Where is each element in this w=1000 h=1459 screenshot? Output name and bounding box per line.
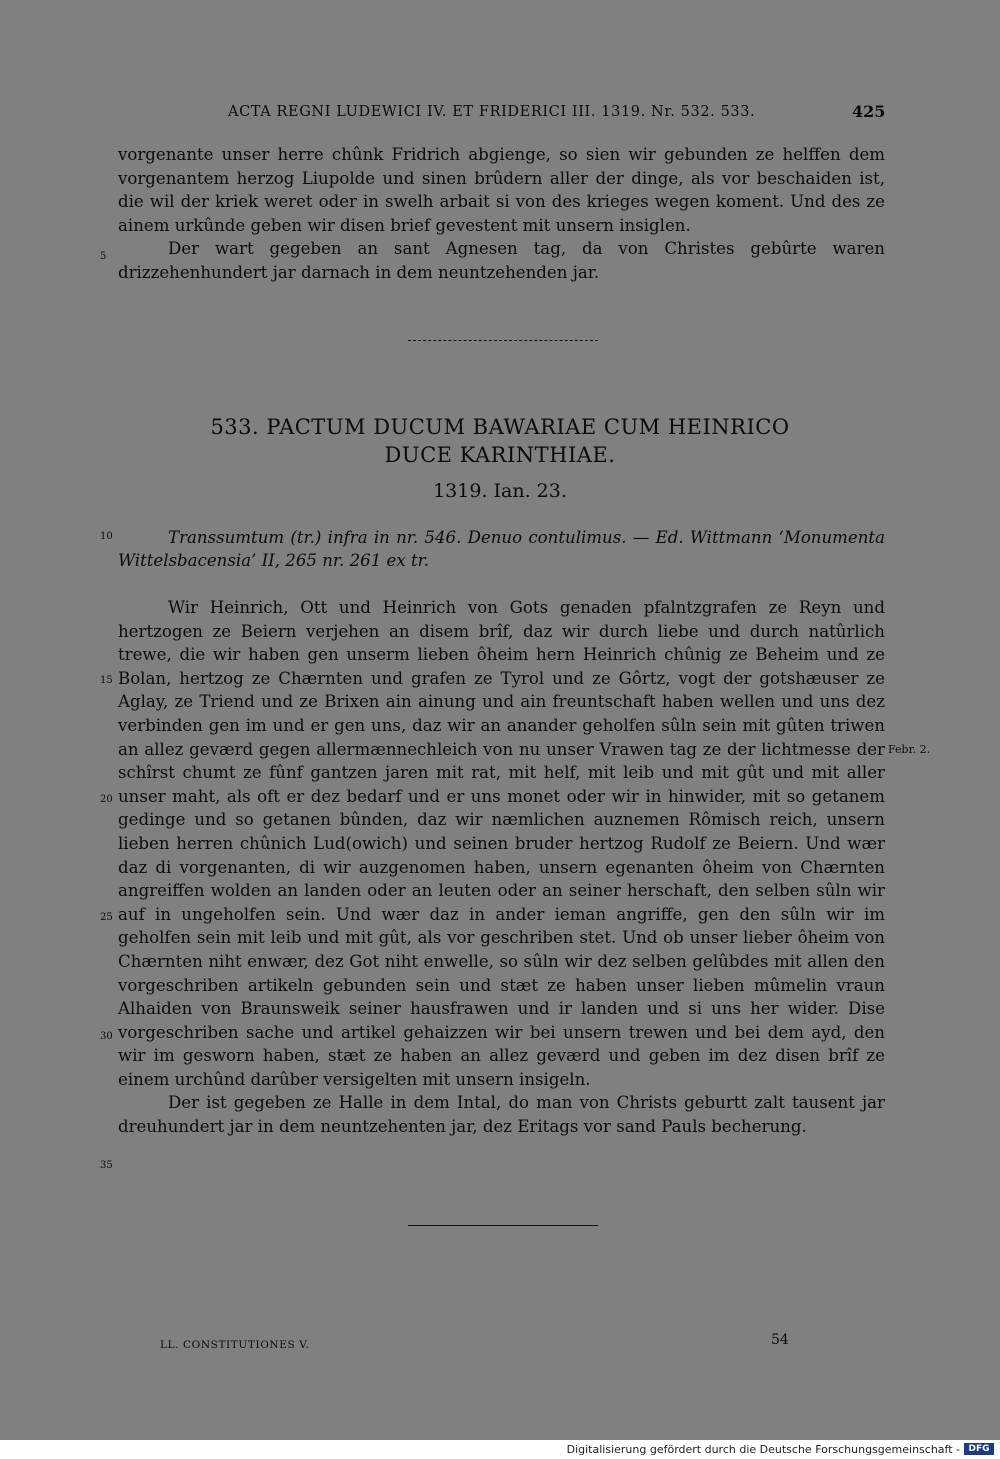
dfg-logo: DFG xyxy=(964,1443,994,1455)
line-number: 5 xyxy=(100,251,107,262)
line-number: 15 xyxy=(100,675,113,686)
funding-bar xyxy=(0,1440,1000,1459)
document-title-line: 533. PACTUM DUCUM BAWARIAE CUM HEINRICO xyxy=(210,415,790,439)
end-divider xyxy=(408,1225,598,1226)
section-divider xyxy=(408,340,598,341)
line-number: 30 xyxy=(100,1031,113,1042)
line-number: 20 xyxy=(100,794,113,805)
line-number: 35 xyxy=(100,1160,113,1171)
line-number: 10 xyxy=(100,531,113,542)
footer-series: LL. CONSTITUTIONES V. xyxy=(160,1339,310,1351)
document-title-line: DUCE KARINTHIAE. xyxy=(384,443,616,467)
margin-date-note: Febr. 2. xyxy=(888,743,931,756)
document-date: 1319. Ian. 23. xyxy=(433,480,567,502)
running-header xyxy=(0,100,1000,126)
paragraph: vorgenante unser herre chûnk Fridrich abgienge, so sien wir gebunden ze helffen dem vorgenantem herzog Liupolde und sinen brûdern aller der dinge, als vor beschaiden ist, die wil der kriek weret oder in swelh arbait si von des krieges wegen koment. Und des ze ainem urkûnde geben wir disen brief gevestent mit unsern insiglen. xyxy=(118,145,885,235)
note-text: Transsumtum (tr.) infra in nr. 546. Denuo contulimus. — Ed. Wittmann ‘Monumenta Wittelsbacensia’ II, 265 nr. 261 ex tr. xyxy=(118,528,885,570)
line-number: 25 xyxy=(100,912,113,923)
previous-document-text xyxy=(118,143,885,285)
document-title xyxy=(0,413,1000,469)
footer-signature: 54 xyxy=(771,1332,789,1348)
document-text xyxy=(118,596,885,1139)
paragraph: Der ist gegeben ze Halle in dem Intal, do man von Christs geburtt zalt tausent jar dreuhundert jar in dem neuntzehenten jar, dez Eritags vor sand Pauls becherung. xyxy=(118,1093,885,1137)
editorial-note xyxy=(118,526,885,572)
header-title: ACTA REGNI LUDEWICI IV. ET FRIDERICI III. 1319. Nr. 532. 533. xyxy=(228,104,756,120)
funding-text: Digitalisierung gefördert durch die Deutsche Forschungsgemeinschaft - xyxy=(566,1443,960,1456)
page-number: 425 xyxy=(852,102,886,121)
paragraph: Wir Heinrich, Ott und Heinrich von Gots genaden pfalntzgrafen ze Reyn und hertzogen ze Beiern verjehen an disem brîf, daz wir durch liebe und durch natûrlich trewe, die wir haben gen unserm lieben ôheim hern Heinrich chûnig ze Beheim und ze Bolan, hertzog ze Chærnten und grafen ze Tyrol und ze Gôrtz, vogt der gotshæuser ze Aglay, ze Triend und ze Brixen ain ainung und ain freuntschaft haben wellen und uns dez verbinden gen im und er gen uns, daz wir an anander geholfen sûln sein mit gûten triwen an allez geværd gegen allermænnechleich von nu unser Vrawen tag ze der lichtmesse der schîrst chumt ze fûnf gantzen jaren mit rat, mit helf, mit leib und mit gût und mit aller unser maht, als oft er dez bedarf und er uns monet oder wir in hinwider, mit so getanem gedinge und so getanen bûnden, daz wir næmlichen auznemen Rômisch reich, unsern lieben herren chûnich Lud(owich) und seinen bruder hertzog Rudolf ze Beiern. Und wær daz di vorgenanten, di wir auzgenomen haben, unsern egenanten ôheim von Chærnten angreiffen wolden an landen oder an leuten oder an seiner herschaft, den selben sûln wir auf in ungeholfen sein. Und wær daz in ander ieman angriffe, gen den sûln wir im geholfen sein mit leib und mit gût, als vor geschriben stet. Und ob unser lieber ôheim von Chærnten niht enwær, dez Got niht enwelle, so sûln wir dez selben gelûbdes mit allen den vorgeschriben artikeln gebunden sein und stæt ze haben unser lieben mûmelin vraun Alhaiden von Braunsweik seiner hausfrawen und ir landen und si uns her wider. Dise vorgeschriben sache und artikel gehaizzen wir bei unsern trewen und bei dem ayd, den wir im gesworn haben, stæt ze haben an allez geværd und geben im dez disen brîf ze einem urchûnd darûber versigelten mit unsern insigeln. xyxy=(118,598,885,1089)
paragraph: Der wart gegeben an sant Agnesen tag, da von Christes gebûrte waren drizzehenhundert jar darnach in dem neuntzehenden jar. xyxy=(118,239,885,282)
